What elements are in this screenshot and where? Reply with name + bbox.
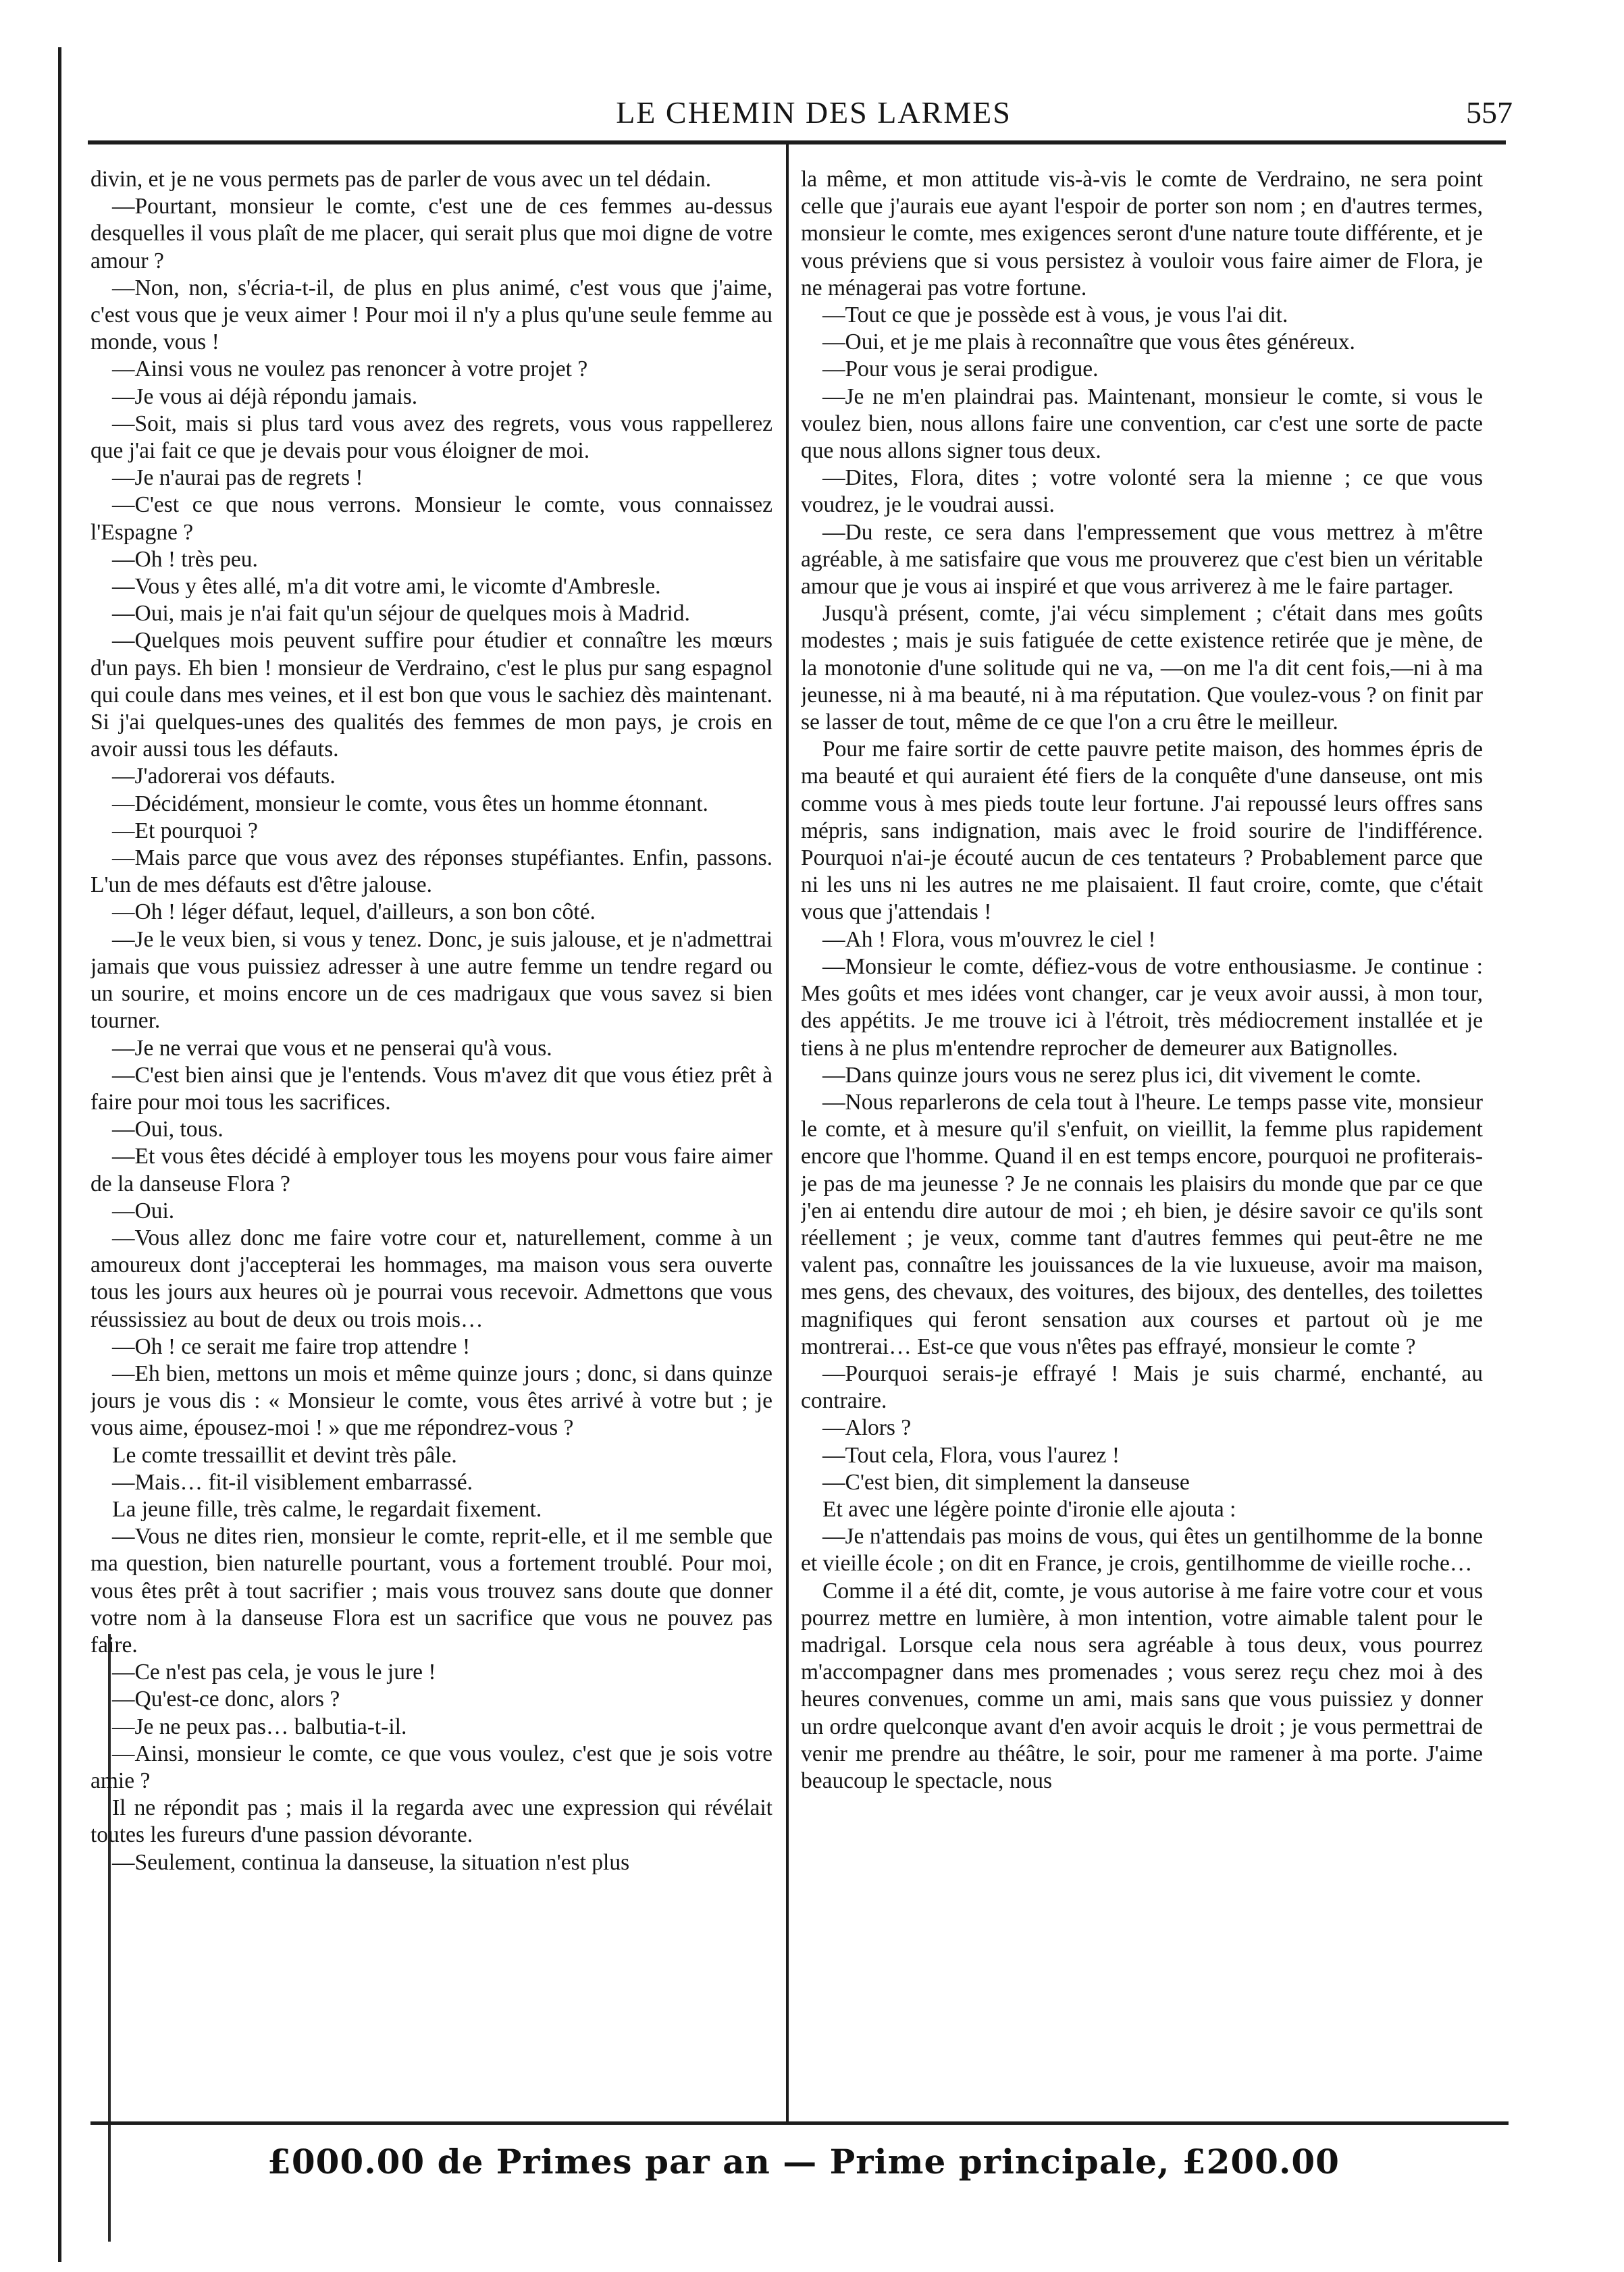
paragraph: —Je ne peux pas… balbutia-t-il. [112,1714,407,1739]
paragraph: —Du reste, ce sera dans l'empressement que vous mettrez à m'être agréable, à me satisfaire que vous me prouverez que c'est bien un véritable amour que je vous ai inspiré et que vous arriverez à me le faire partager. [801,519,1483,600]
page-number: 557 [1466,95,1513,130]
paragraph: —Et pourquoi ? [112,818,258,843]
paragraph: —C'est bien ainsi que je l'entends. Vous m'avez dit que vous étiez prêt à faire pour moi tous les sacrifices. [90,1062,772,1115]
paragraph: —Ah ! Flora, vous m'ouvrez le ciel ! [822,926,1156,952]
paragraph: —C'est ce que nous verrons. Monsieur le comte, vous connaissez l'Espagne ? [90,492,772,545]
running-title: LE CHEMIN DES LARMES [616,95,1012,130]
paragraph: —Monsieur le comte, défiez-vous de votre enthousiasme. Je continue : Mes goûts et mes idées vont changer, car je veux avoir aussi, à mon tour, des appétits. Je me trouve ici à l'étroit, très médiocrement installée et je tiens à ne plus m'entendre reprocher de demeurer aux Batignolles. [801,953,1483,1061]
running-head [88,95,1540,142]
paragraph: —Vous allez donc me faire votre cour et, naturellement, comme à un amoureux dont j'accepterai les hommages, ma maison vous sera ouverte tous les jours aux heures où je pourrai vous recevoir. Admettons que vous réussissiez au bout de deux ou trois mois… [90,1225,772,1332]
paragraph: Et avec une légère pointe d'ironie elle ajouta : [822,1496,1236,1522]
paragraph: —Ainsi vous ne voulez pas renoncer à votre projet ? [112,356,588,382]
left-column [90,166,772,2192]
paragraph: La jeune fille, très calme, le regardait fixement. [112,1496,542,1522]
right-column [801,166,1483,2192]
paragraph: Le comte tressaillit et devint très pâle. [112,1442,457,1468]
paragraph: —Je le veux bien, si vous y tenez. Donc, je suis jalouse, et je n'admettrai jamais que vous puissiez adresser à une autre femme un tendre regard ou un sourire, et moins encore un de ces madrigaux que vous savez si bien tourner. [90,926,772,1034]
paragraph: —Non, non, s'écria-t-il, de plus en plus animé, c'est vous que j'aime, c'est vous que je veux aimer ! Pour moi il n'y a plus qu'une seule femme au monde, vous ! [90,275,772,355]
paragraph: —C'est bien, dit simplement la danseuse [822,1469,1190,1495]
paragraph: —Oui, et je me plais à reconnaître que vous êtes généreux. [822,329,1355,355]
paragraph: —Vous ne dites rien, monsieur le comte, reprit-elle, et il me semble que ma question, bien naturelle pourtant, vous a fortement troublé. Pour moi, vous êtes prêt à tout sacrifier ; mais vous trouvez sans doute que donner votre nom à la danseuse Flora est un sacrifice que vous ne pouvez pas faire. [90,1524,772,1658]
paragraph: —Tout cela, Flora, vous l'aurez ! [822,1442,1120,1468]
paragraph: divin, et je ne vous permets pas de parler de vous avec un tel dédain. [90,167,712,192]
paragraph: Comme il a été dit, comte, je vous autorise à me faire votre cour et vous pourrez mettre en lumière, à mon intention, votre aimable talent pour le madrigal. Lorsque cela nous sera agréable à tous deux, vous pourrez m'accompagner dans mes promenades ; vous serez reçu chez moi à des heures convenues, comme un ami, mais sans que vous puissiez y donner un ordre quelconque avant d'en avoir acquis le droit ; je vous permettrai de venir me prendre au théâtre, le soir, pour me ramener à ma porte. J'aime beaucoup le spectacle, nous [801,1578,1483,1793]
paragraph: —Je ne m'en plaindrai pas. Maintenant, monsieur le comte, si vous le voulez bien, nous allons faire une convention, car c'est une sorte de pacte que nous allons signer tous deux. [801,384,1483,464]
paragraph: —Je vous ai déjà répondu jamais. [112,384,418,409]
paragraph: —Décidément, monsieur le comte, vous êtes un homme étonnant. [112,791,708,816]
paragraph: —Pour vous je serai prodigue. [822,356,1099,382]
column-divider [786,143,789,2121]
footer-rule [90,2121,1509,2125]
paragraph: —Ce n'est pas cela, je vous le jure ! [112,1660,436,1685]
paragraph: —Je n'aurai pas de regrets ! [112,465,363,491]
paragraph: —Qu'est-ce donc, alors ? [112,1687,340,1712]
paragraph: —Eh bien, mettons un mois et même quinze jours ; donc, si dans quinze jours je vous dis : « Monsieur le comte, vous êtes arrivé à votre but ; je vous aime, épousez-moi ! » que me répondrez-vous ? [90,1360,772,1441]
paragraph: —Oh ! très peu. [112,546,258,572]
paragraph: —Je ne verrai que vous et ne penserai qu'à vous. [112,1035,552,1061]
paragraph: —Mais parce que vous avez des réponses stupéfiantes. Enfin, passons. L'un de mes défauts est d'être jalouse. [90,845,772,898]
paragraph: —Dans quinze jours vous ne serez plus ici, dit vivement le comte. [822,1062,1421,1088]
paragraph: —Oh ! ce serait me faire trop attendre ! [112,1333,471,1359]
paragraph: —Oui, mais je n'ai fait qu'un séjour de quelques mois à Madrid. [112,601,690,627]
paragraph: —Pourquoi serais-je effrayé ! Mais je suis charmé, enchanté, au contraire. [801,1360,1483,1414]
paragraph: —Alors ? [822,1415,912,1441]
paragraph: —Et vous êtes décidé à employer tous les moyens pour vous faire aimer de la danseuse Flora ? [90,1144,772,1196]
left-margin-rule [58,47,61,2262]
paragraph: —Oui. [112,1198,175,1223]
paragraph: —Nous reparlerons de cela tout à l'heure. Le temps passe vite, monsieur le comte, et à mesure qu'il s'enfuit, on vieillit, la femme plus rapidement encore que l'homme. Quand il en est temps encore, pourquoi ne profiterais-je pas de ma jeunesse ? Je ne connais les plaisirs du monde que par ce que j'en ai entendu dire autour de moi ; eh bien, je désire savoir ce qu'ils sont réellement ; je veux, comme tant d'autres femmes qui peut-être ne me valent pas, connaître les jouissances de la vie luxueuse, avoir ma maison, mes gens, des chevaux, des voitures, des bijoux, des dentelles, des toilettes magnifiques qui feront sensation aux courses et partout où je me montrerai… Est-ce que vous n'êtes pas effrayé, monsieur le comte ? [801,1089,1483,1359]
header-rule [88,140,1506,144]
paragraph: —Je n'attendais pas moins de vous, qui êtes un gentilhomme de la bonne et vieille école ; on dit en France, je crois, gentilhomme de vieille roche… [801,1524,1483,1577]
paragraph: —Pourtant, monsieur le comte, c'est une de ces femmes au-dessus desquelles il vous plaît de me placer, qui serait plus que moi digne de votre amour ? [90,194,772,273]
paragraph: —Seulement, continua la danseuse, la situation n'est plus [112,1849,630,1875]
paragraph: —Oh ! léger défaut, lequel, d'ailleurs, a son bon côté. [112,899,596,925]
paragraph: —Mais… fit-il visiblement embarrassé. [112,1469,473,1495]
paragraph: —Ainsi, monsieur le comte, ce que vous voulez, c'est que je sois votre amie ? [90,1741,772,1793]
paragraph: —Tout ce que je possède est à vous, je vous l'ai dit. [822,302,1288,328]
paragraph: —Soit, mais si plus tard vous avez des regrets, vous vous rappellerez que j'ai fait ce que je devais pour vous éloigner de moi. [90,411,772,464]
paragraph: —Quelques mois peuvent suffire pour étudier et connaître les mœurs d'un pays. Eh bien ! monsieur de Verdraino, c'est le plus pur sang espagnol qui coule dans mes veines, et il est bon que vous le sachiez dès maintenant. Si j'ai quelques-unes des qualités des femmes de mon pays, je crois en avoir aussi tous les défauts. [90,628,772,762]
paragraph: Jusqu'à présent, comte, j'ai vécu simplement ; c'était dans mes goûts modestes ; mais je suis fatiguée de cette existence retirée que je mène, de la monotonie d'une solitude qui ne va, —on me l'a dit cent fois,—ni à ma jeunesse, ni à ma beauté, ni à ma réputation. Que voulez-vous ? on finit par se lasser de tout, même de ce que l'on a cru être le meilleur. [801,601,1483,735]
paragraph: Il ne répondit pas ; mais il la regarda avec une expression qui révélait toutes les fureurs d'une passion dévorante. [90,1795,772,1848]
paragraph: la même, et mon attitude vis-à-vis le comte de Verdraino, ne sera point celle que j'aurais eue ayant l'espoir de porter son nom ; en d'autres termes, monsieur le comte, mes exigences seront d'une nature toute différente, et je vous préviens que si vous persistez à vouloir vous faire aimer de Flora, je ne ménagerai pas votre fortune. [801,167,1483,300]
paragraph: —Oui, tous. [112,1117,224,1142]
paragraph: —Dites, Flora, dites ; votre volonté sera la mienne ; ce que vous voudrez, je le voudrai aussi. [801,465,1483,518]
footer-banner: £000.00 de Primes par an — Prime principale, £200.00 [267,2142,1340,2182]
paragraph: Pour me faire sortir de cette pauvre petite maison, des hommes épris de ma beauté et qui auraient été fiers de la conquête d'une danseuse, ont mis comme vous à mes pieds toute leur fortune. J'ai repoussé leurs offres sans mépris, sans indignation, mais avec le froid sourire de l'indifférence. Pourquoi n'ai-je écouté aucun de ces tentateurs ? Probablement parce que ni les uns ni les autres ne me plaisaient. Il faut croire, comte, que c'était vous que j'attendais ! [801,737,1483,925]
paragraph: —J'adorerai vos défauts. [112,764,336,789]
paragraph: —Vous y êtes allé, m'a dit votre ami, le vicomte d'Ambresle. [112,574,661,600]
